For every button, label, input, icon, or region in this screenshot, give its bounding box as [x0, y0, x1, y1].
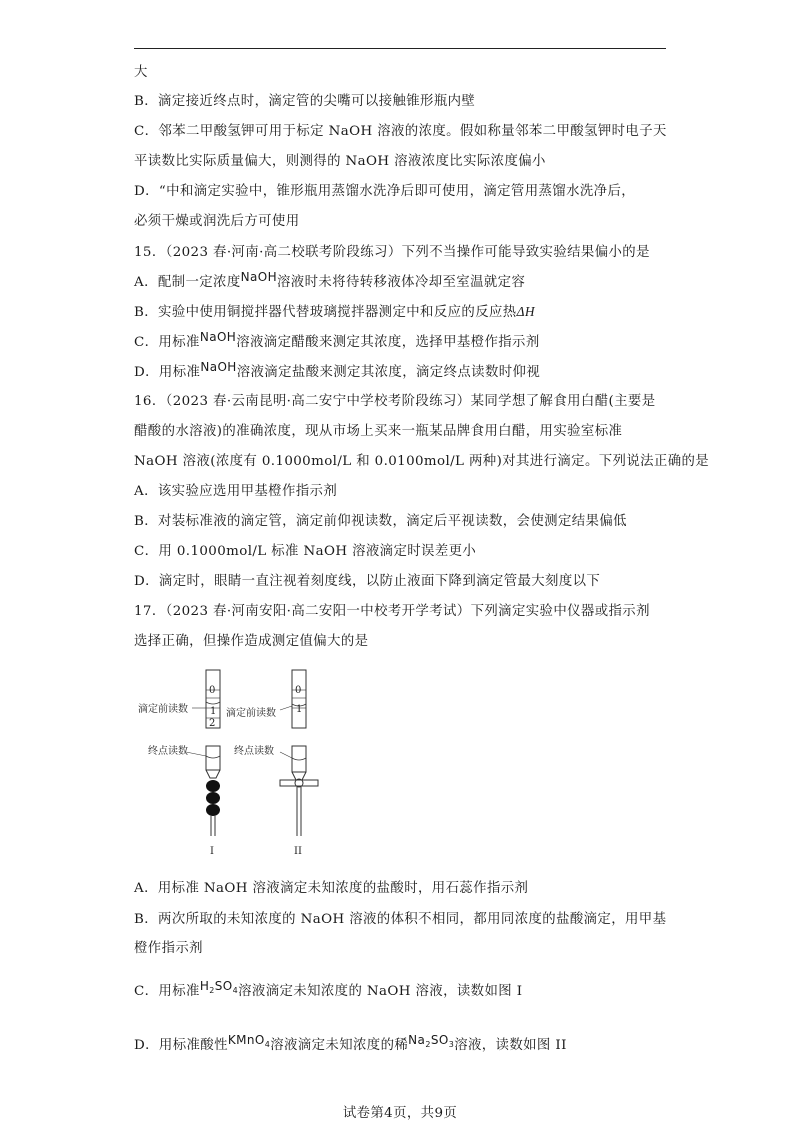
option-text: C．用标准 [134, 984, 200, 999]
text-line: 必须干燥或润洗后方可使用 [134, 214, 300, 229]
text-line: 橙作指示剂 [134, 941, 203, 956]
scale-label: 0 [209, 685, 216, 696]
text-line: 平读数比实际质量偏大，则测得的 NaOH 溶液浓度比实际浓度偏小 [134, 154, 546, 169]
scale-label: 2 [209, 718, 216, 729]
option-b: B．滴定接近终点时，滴定管的尖嘴可以接触锥形瓶内壁 [134, 94, 476, 109]
option-text: D．用标准 [134, 365, 201, 380]
chem-formula: NaOH [200, 360, 237, 374]
q17-option-b: B．两次所取的未知浓度的 NaOH 溶液的体积不相同，都用同浓度的盐酸滴定，用甲基 [134, 912, 667, 927]
text-line: NaOH 溶液(浓度有 0.1000mol/L 和 0.0100mol/L 两种)对其进行滴定。下列说法正确的是 [134, 454, 710, 469]
burette-ii [280, 670, 318, 857]
text-line: 醋酸的水溶液)的准确浓度，现从市场上买来一瓶某品牌食用白醋，用实验室标准 [134, 424, 623, 439]
scale-label: 1 [210, 706, 217, 717]
option-text: 溶液滴定未知浓度的稀 [270, 1038, 409, 1053]
reading-label: 滴定前读数 [138, 704, 188, 715]
reading-label: 终点读数 [148, 746, 188, 757]
q16-option-b: B．对装标准液的滴定管，滴定前仰视读数，滴定后平视读数，会使测定结果偏低 [134, 514, 627, 529]
reading-label: 滴定前读数 [226, 708, 276, 719]
delta-h-symbol: ΔH [516, 304, 535, 319]
question-16: 16．（2023 春·云南昆明·高二安宁中学校考阶段练习）某同学想了解食用白醋(主要是 [134, 394, 656, 409]
option-text: D．用标准酸性 [134, 1038, 228, 1053]
option-text: 溶液，读数如图 II [454, 1038, 567, 1053]
burette-i [206, 670, 220, 857]
burette-label: II [294, 846, 302, 857]
chem-formula: KMnO$_4$ [227, 1033, 271, 1049]
reading-label: 终点读数 [234, 746, 274, 757]
q17-option-a: A．用标准 NaOH 溶液滴定未知浓度的盐酸时，用石蕊作指示剂 [134, 881, 529, 896]
option-text: A．配制一定浓度 [134, 275, 241, 290]
chem-formula: $H_2SO_4$ [199, 979, 239, 995]
question-15: 15．（2023 春·河南·高二校联考阶段练习）下列不当操作可能导致实验结果偏小的是 [134, 245, 650, 260]
option-text: B．实验中使用铜搅拌器代替玻璃搅拌器测定中和反应的反应热 [134, 305, 517, 320]
q16-option-a: A．该实验应选用甲基橙作指示剂 [134, 484, 338, 499]
option-d: D．“中和滴定实验中，锥形瓶用蒸馏水洗净后即可使用，滴定管用蒸馏水洗净后， [134, 184, 636, 199]
page-footer: 试卷第4页，共9页 [342, 1106, 458, 1121]
option-text: C．用标准 [134, 335, 200, 350]
question-17: 17．（2023 春·河南安阳·高二安阳一中校考开学考试）下列滴定实验中仪器或指示剂 [134, 604, 650, 619]
chem-formula: NaOH [240, 270, 278, 284]
q16-option-c: C．用 0.1000mol/L 标准 NaOH 溶液滴定时误差更小 [134, 544, 477, 559]
q15-option-a [134, 270, 526, 292]
q16-option-d: D．滴定时，眼睛一直注视着刻度线，以防止液面下降到滴定管最大刻度以下 [134, 574, 601, 589]
burette-figure [134, 668, 374, 868]
chem-formula: NaOH [199, 330, 237, 344]
q15-option-d [134, 360, 541, 382]
burette-label: I [210, 846, 214, 857]
q17-option-c [134, 979, 523, 1002]
scale-label: 1 [296, 704, 303, 715]
header-rule [134, 48, 666, 49]
text-line: 选择正确，但操作造成测定值偏大的是 [134, 634, 369, 649]
q15-option-b [134, 303, 535, 322]
option-c: C．邻苯二甲酸氢钾可用于标定 NaOH 溶液的浓度。假如称量邻苯二甲酸氢钾时电子天 [134, 124, 667, 139]
q17-option-d [134, 1033, 567, 1056]
option-text: 溶液滴定醋酸来测定其浓度，选择甲基橙作指示剂 [236, 335, 540, 350]
scale-label: 0 [295, 685, 302, 696]
q15-option-c [134, 330, 540, 352]
option-text: 溶液滴定盐酸来测定其浓度，滴定终点读数时仰视 [236, 365, 541, 380]
option-text: 溶液滴定未知浓度的 NaOH 溶液，读数如图 I [238, 984, 523, 999]
text-line: 大 [134, 65, 148, 80]
option-text: 溶液时未将待转移液体冷却至室温就定容 [277, 275, 526, 290]
chem-formula: $Na_2SO_3$ [408, 1033, 455, 1049]
